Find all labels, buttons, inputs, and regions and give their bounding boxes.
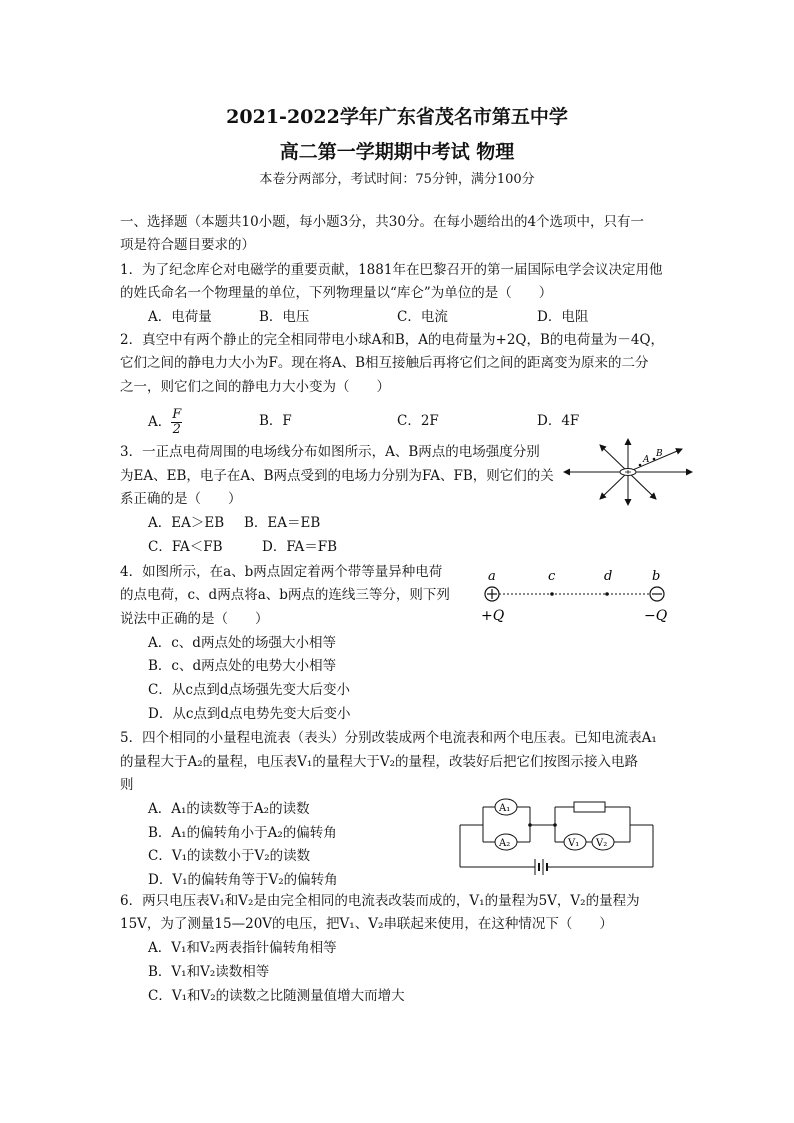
q1-line1: 1．为了纪念库仑对电磁学的重要贡献，1881年在巴黎召开的第一届国际电学会议决定用他: [120, 262, 663, 278]
charge-plus-q: +Q: [481, 608, 505, 624]
label-v2: V₂: [596, 838, 608, 849]
q3-option-c[interactable]: C．FA＜FB: [148, 539, 223, 555]
label-d: d: [604, 569, 613, 584]
exam-info: 本卷分两部分，考试时间：75分钟，满分100分: [259, 172, 535, 187]
q3-option-d[interactable]: D．FA＝FB: [262, 539, 338, 555]
q1-option-b[interactable]: B．电压: [259, 309, 310, 325]
exam-subtitle: 高二第一学期期中考试 物理: [279, 141, 515, 163]
field-line-down-left: [600, 472, 628, 499]
label-a: a: [488, 569, 496, 584]
field-line-up-right: [628, 449, 682, 472]
q6-line2: 15V，为了测量15—20V的电压，把V₁、V₂串联起来使用，在这种情况下（ ）: [120, 916, 613, 932]
point-d-dot: [605, 592, 609, 596]
q3-line3: 系正确的是（ ）: [120, 491, 242, 507]
q4-line1: 4．如图所示，在a、b两点固定着两个带等量异种电荷: [120, 564, 443, 580]
q1-option-d[interactable]: D．电阻: [537, 309, 589, 325]
q2-line3: 之一，则它们之间的静电力大小变为（ ）: [120, 379, 390, 395]
q2-option-b[interactable]: B．F: [259, 413, 292, 429]
field-line-up-left: [600, 445, 628, 472]
label-c: c: [548, 569, 556, 584]
q5-option-d[interactable]: D．V₁的偏转角等于V₂的偏转角: [148, 872, 338, 888]
point-a-label: A: [643, 455, 650, 465]
label-v1: V₁: [568, 838, 580, 849]
q4-option-c[interactable]: C．从c点到d点场强先变大后变小: [148, 682, 351, 698]
q2-line1: 2．真空中有两个静止的完全相同带电小球A和B，A的电荷量为+2Q，B的电荷量为－4Q，: [120, 332, 665, 348]
q1-option-c[interactable]: C．电流: [397, 309, 448, 325]
label-a1: A₁: [499, 803, 511, 814]
fraction-numerator: F: [172, 407, 182, 422]
q4-charges-figure: [478, 568, 678, 628]
field-line-down-right: [628, 472, 656, 499]
q6-option-b[interactable]: B．V₁和V₂读数相等: [148, 964, 270, 980]
q4-option-a[interactable]: A．c、d两点处的场强大小相等: [148, 635, 336, 651]
q5-line1: 5．四个相同的小量程电流表（表头）分别改装成两个电流表和两个电压表。已知电流表A₁: [120, 730, 657, 746]
q1-line2: 的姓氏命名一个物理量的单位，下列物理量以“库仑”为单位的是（ ）: [120, 285, 553, 301]
q6-line1: 6．两只电压表V₁和V₂是由完全相同的电流表改装而成的，V₁的量程为5V，V₂的量程为: [120, 893, 640, 909]
q1-option-a[interactable]: A．电荷量: [148, 309, 212, 325]
point-b-label: B: [656, 449, 663, 459]
q4-option-b[interactable]: B．c、d两点处的电势大小相等: [148, 658, 337, 674]
q3-option-a[interactable]: A．EA＞EB: [148, 515, 225, 531]
exam-title: 2021-2022学年广东省茂名市第五中学: [226, 106, 568, 128]
point-b-dot: [653, 458, 656, 461]
q3-field-figure: [560, 435, 700, 507]
q2-option-d[interactable]: D．4F: [537, 413, 580, 429]
q4-line3: 说法中正确的是（ ）: [120, 611, 269, 627]
section-heading-line1: 一、选择题（本题共10小题，每小题3分，共30分。在每小题给出的4个选项中，只有一: [120, 214, 645, 230]
q5-option-c[interactable]: C．V₁的读数小于V₂的读数: [148, 848, 311, 864]
section-heading-line2: 项是符合题目要求的）: [120, 237, 255, 253]
q4-line2: 的点电荷，c、d两点将a、b两点的连线三等分，则下列: [120, 587, 450, 603]
q5-circuit-figure: [455, 795, 660, 877]
battery-icon: [535, 859, 547, 875]
q2-option-a-label: A．: [148, 414, 172, 430]
q5-option-b[interactable]: B．A₁的偏转角小于A₂的偏转角: [148, 825, 337, 841]
q2-line2: 它们之间的静电力大小为F。现在将A、B相互接触后再将它们之间的距离变为原来的二分: [120, 355, 649, 371]
q5-line2: 的量程大于A₂的量程，电压表V₁的量程大于V₂的量程，改装好后把它们按图示接入电路: [120, 754, 638, 770]
q4-option-d[interactable]: D．从c点到d点电势先变大后变小: [148, 706, 351, 722]
q6-option-a[interactable]: A．V₁和V₂两表指针偏转角相等: [148, 940, 337, 956]
q5-line3: 则: [120, 777, 134, 793]
q5-option-a[interactable]: A．A₁的读数等于A₂的读数: [148, 801, 310, 817]
q3-line2: 为EA、EB，电子在A、B两点受到的电场力分别为FA、FB，则它们的关: [120, 468, 554, 484]
q3-line1: 3．一正点电荷周围的电场线分布如图所示，A、B两点的电场强度分别: [120, 444, 540, 460]
charge-minus-q: −Q: [644, 608, 668, 624]
point-a-dot: [639, 464, 642, 467]
fraction-denominator: 2: [172, 422, 181, 437]
q6-option-c[interactable]: C．V₁和V₂的读数之比随测量值增大而增大: [148, 988, 405, 1004]
resistor-icon: [574, 802, 605, 812]
label-a2: A₂: [499, 838, 511, 849]
q2-option-a[interactable]: [148, 408, 182, 437]
q3-option-b[interactable]: B．EA＝EB: [244, 515, 321, 531]
q2-option-c[interactable]: C．2F: [397, 413, 439, 429]
label-b: b: [652, 569, 661, 584]
point-c-dot: [550, 592, 554, 596]
fraction-f-over-2: [171, 408, 182, 437]
